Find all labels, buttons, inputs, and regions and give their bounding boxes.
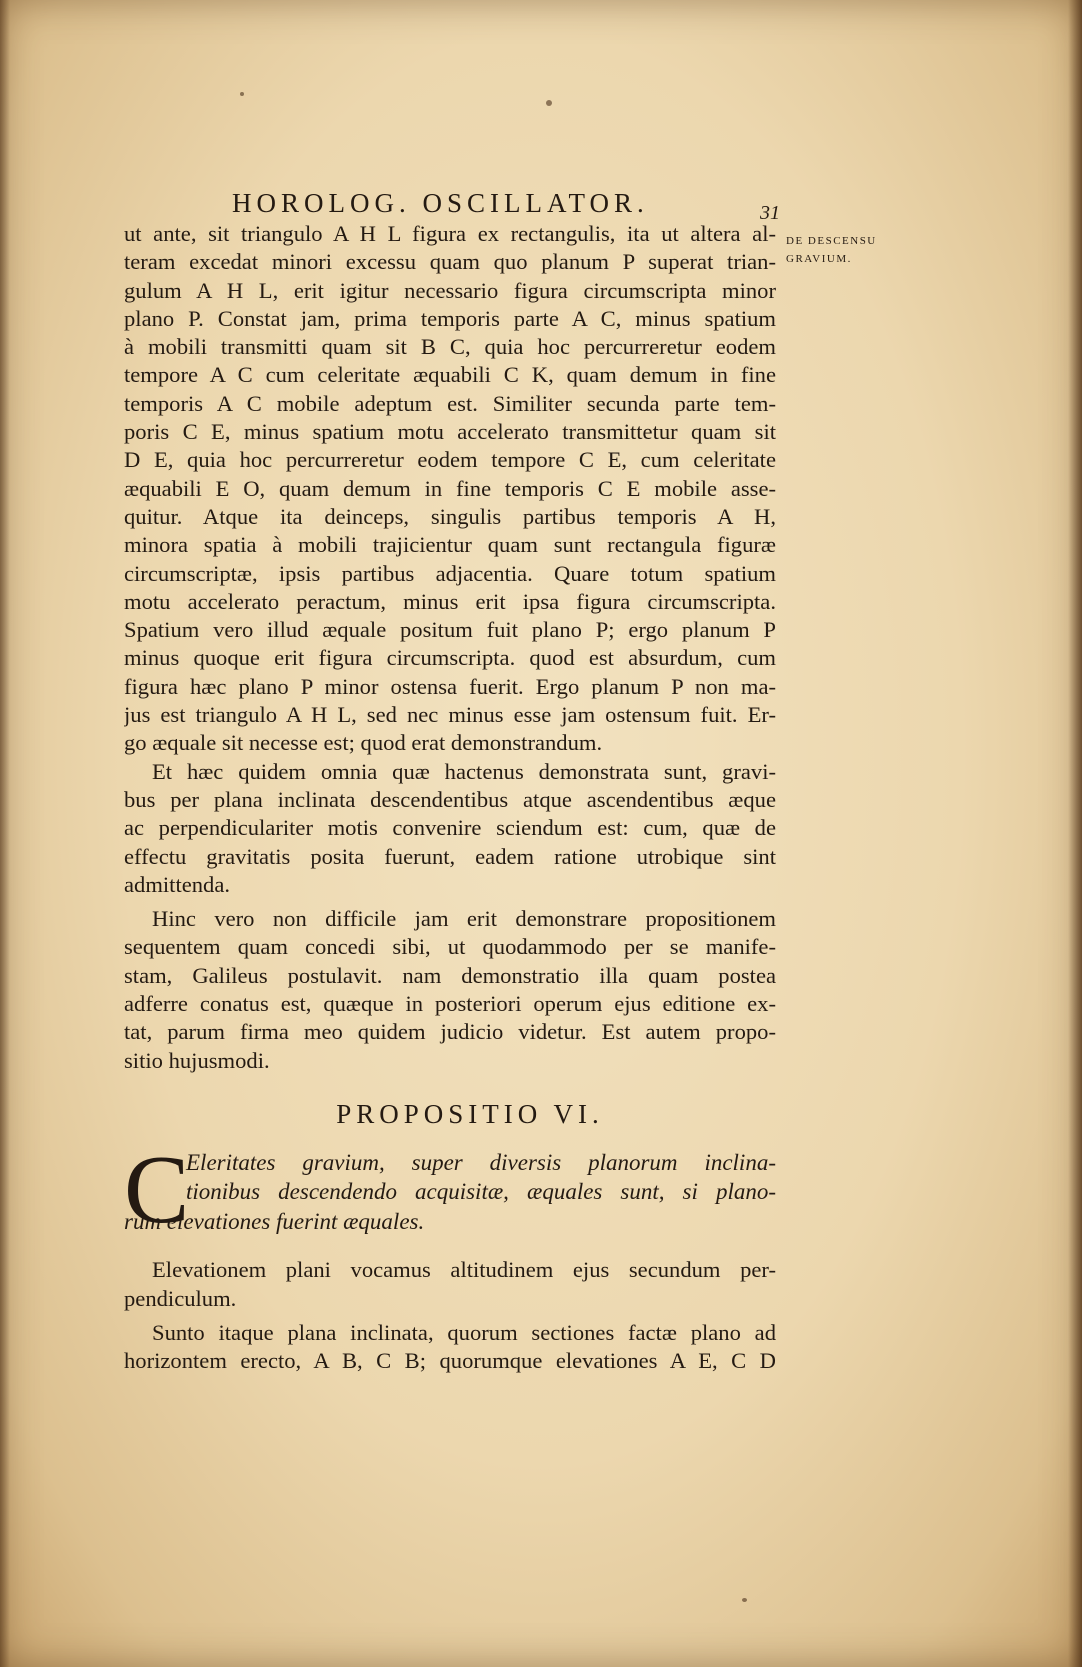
proposition-statement <box>124 1135 776 1244</box>
text-line: tempore A C cum celeritate æquabili C K, quam demum in fine <box>124 362 776 388</box>
text-line: admittenda. <box>124 871 231 897</box>
text-line: quitur. Atque ita deinceps, singulis partibus temporis A H, <box>124 503 776 529</box>
text-line: Elevationem plani vocamus altitudinem ejus secundum per- <box>152 1257 776 1283</box>
proposition-heading: PROPOSITIO VI. <box>336 1098 604 1129</box>
text-line: go æquale sit necesse est; quod erat demonstrandum. <box>124 730 603 756</box>
text-line: Sunto itaque plana inclinata, quorum sectiones factæ plano ad <box>152 1320 776 1345</box>
paragraph-3 <box>124 905 776 1075</box>
text-line: bus per plana inclinata descendentibus atque ascendentibus æque <box>124 786 776 812</box>
text-line: sitio hujusmodi. <box>124 1047 270 1073</box>
paragraph-2 <box>124 758 776 899</box>
text-line: horizontem erecto, A B, C B; quorumque elevationes A E, C D <box>124 1348 776 1374</box>
text-line: minora spatia à mobili trajicientur quam sunt rectangula figuræ <box>124 532 776 558</box>
ink-speck <box>546 100 552 106</box>
text-line: plano P. Constat jam, prima temporis parte A C, minus spatium <box>124 305 776 331</box>
text-line: adferre conatus est, quæque in posteriori operum ejus editione ex- <box>124 991 776 1017</box>
paragraph-4 <box>124 1256 776 1313</box>
margin-note-line: DE DESCENSU <box>786 235 877 247</box>
text-line: teram excedat minori excessu quam quo planum P superat trian- <box>124 249 776 275</box>
body-text <box>124 220 776 1376</box>
text-line: figura hæc plano P minor ostensa fuerit. Ergo planum P non ma- <box>124 673 776 699</box>
margin-note-line: GRAVIUM. <box>786 253 852 265</box>
proposition-line: Eleritates gravium, super diversis planorum inclina- <box>186 1149 776 1175</box>
text-line: motu accelerato peractum, minus erit ipsa figura circumscripta. <box>124 588 776 614</box>
text-line: temporis A C mobile adeptum est. Similiter secunda parte tem- <box>124 390 776 416</box>
text-line: ut ante, sit triangulo A H L figura ex rectangulis, ita ut altera al- <box>124 221 776 246</box>
ink-speck <box>742 1598 747 1602</box>
text-line: tat, parum firma meo quidem judicio videtur. Est autem propo- <box>124 1019 776 1045</box>
text-line: D E, quia hoc percurreretur eodem tempore C E, cum celeritate <box>124 447 776 473</box>
text-line: Et hæc quidem omnia quæ hactenus demonstrata sunt, gravi- <box>152 758 776 784</box>
text-line: effectu gravitatis posita fuerunt, eadem ratione utrobique sint <box>124 843 776 869</box>
drop-cap: C <box>124 1135 190 1244</box>
text-line: poris C E, minus spatium motu accelerato transmittetur quam sit <box>124 419 776 445</box>
text-line: Spatium vero illud æquale positum fuit plano P; ergo planum P <box>124 617 776 643</box>
running-title: HOROLOG. OSCILLATOR. <box>232 188 649 218</box>
text-line: sequentem quam concedi sibi, ut quodammodo per se manife- <box>124 934 776 960</box>
text-line: circumscriptæ, ipsis partibus adjacentia. Quare totum spatium <box>124 560 776 586</box>
paragraph-5 <box>124 1319 776 1376</box>
page-edge-right <box>1068 0 1082 1667</box>
text-line: æquabili E O, quam demum in fine temporis C E mobile asse- <box>124 475 776 501</box>
text-line: pendiculum. <box>124 1285 237 1311</box>
paragraph-1 <box>124 220 776 758</box>
margin-note <box>786 232 896 268</box>
text-line: minus quoque erit figura circumscripta. quod est absurdum, cum <box>124 645 776 671</box>
page-edge-left <box>0 0 10 1667</box>
text-line: Hinc vero non difficile jam erit demonstrare propositionem <box>152 906 776 932</box>
ink-speck <box>240 92 244 96</box>
proposition-line: tionibus descendendo acquisitæ, æquales sunt, si plano- <box>186 1179 776 1205</box>
text-line: gulum A H L, erit igitur necessario figura circumscripta minor <box>124 277 776 303</box>
text-line: à mobili transmitti quam sit B C, quia hoc percurreretur eodem <box>124 334 776 360</box>
text-line: ac perpendiculariter motis convenire sciendum est: cum, quæ de <box>124 815 776 841</box>
proposition-line: rum elevationes fuerint æquales. <box>124 1208 425 1234</box>
text-line: stam, Galileus postulavit. nam demonstratio illa quam postea <box>124 962 776 988</box>
text-line: jus est triangulo A H L, sed nec minus esse jam ostensum fuit. Er- <box>124 702 776 728</box>
page-number: 31 <box>760 202 780 224</box>
paragraph-gap <box>124 1236 776 1256</box>
